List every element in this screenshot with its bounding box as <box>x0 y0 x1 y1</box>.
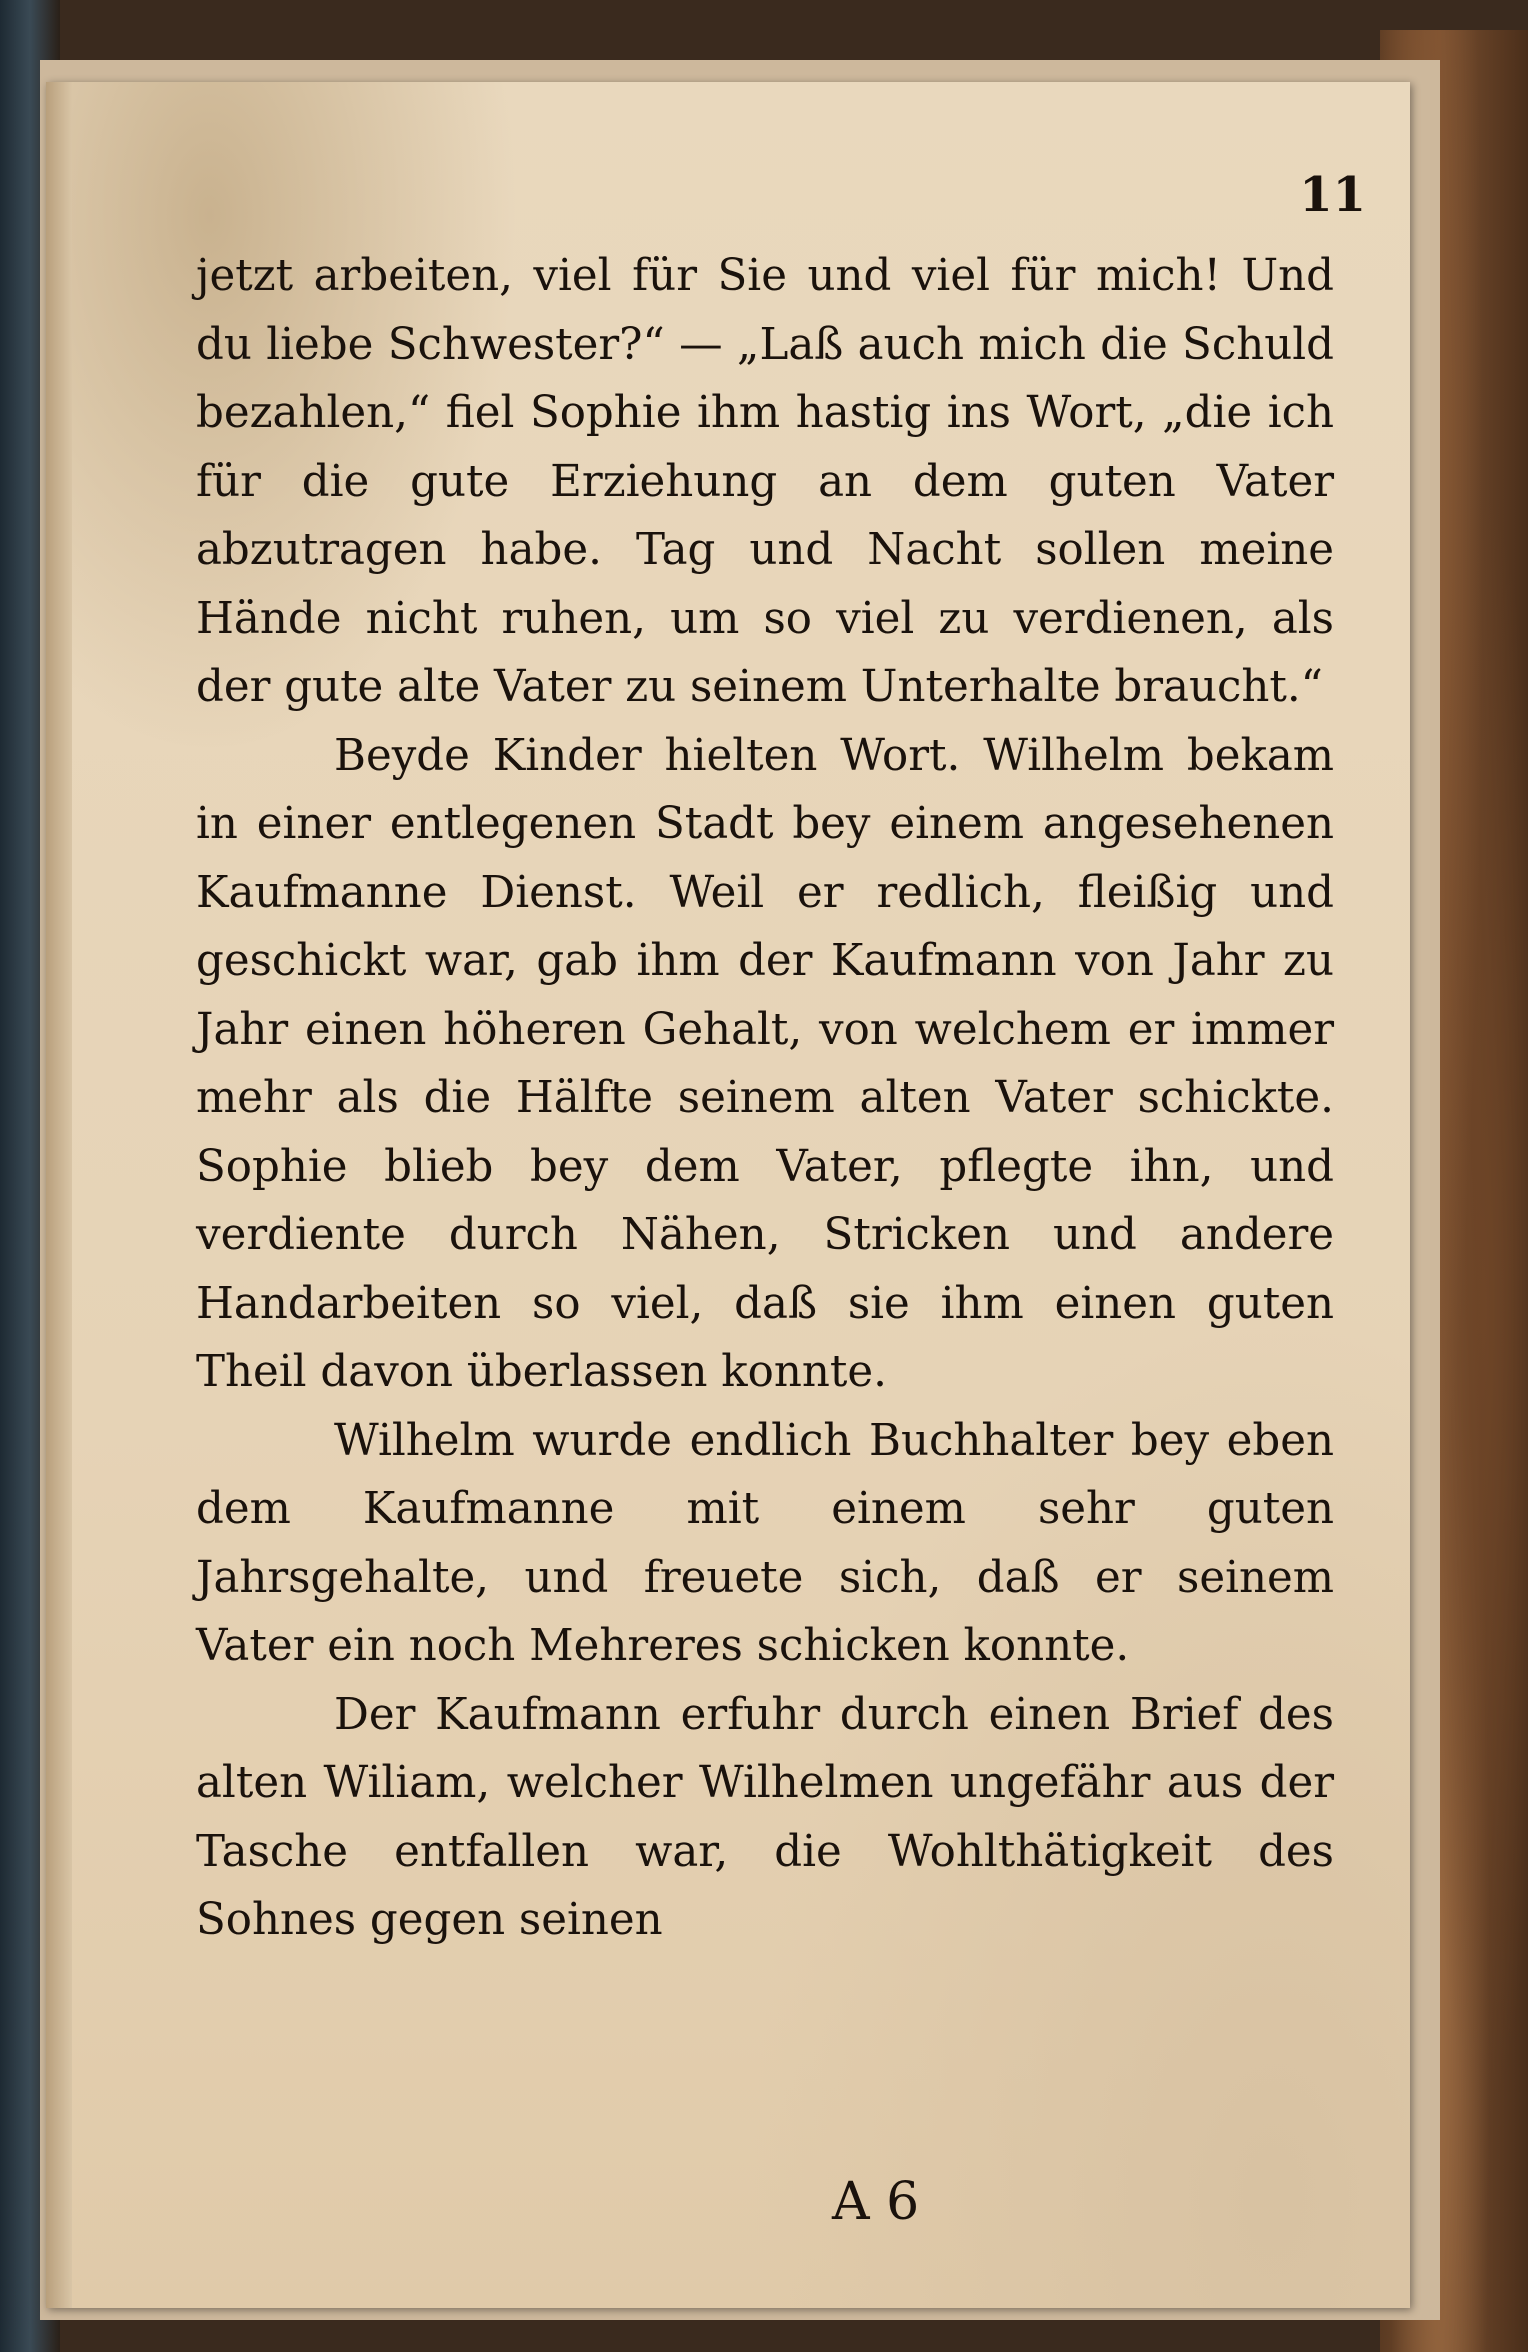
page-body <box>196 242 1334 1955</box>
paragraph-2: Beyde Kinder hielten Wort. Wilhelm bekam in einer entlegenen Stadt bey einem angesehenen Kaufmanne Dienst. Weil er redlich, fleißig und geschickt war, gab ihm der Kaufmann von Jahr zu Jahr einen höheren Gehalt, von welchem er immer mehr als die Hälfte seinem alten Vater schickte. Sophie blieb bey dem Vater, pflegte ihn, und verdiente durch Nähen, Stricken und andere Handarbeiten so viel, daß sie ihm einen guten Theil davon überlassen konnte. <box>196 730 1334 1397</box>
page-gutter <box>46 82 72 2308</box>
signature-mark: A 6 <box>832 2172 920 2232</box>
paragraph-1: jetzt arbeiten, viel für Sie und viel für mich! Und du liebe Schwester?“ — „Laß auch mich die Schuld bezahlen,“ fiel Sophie ihm hastig ins Wort, „die ich für die gute Erziehung an dem guten Vater abzutragen habe. Tag und Nacht sollen meine Hände nicht ruhen, um so viel zu verdienen, als der gute alte Vater zu seinem Unterhalte braucht.“ <box>196 251 1334 712</box>
book-page <box>46 82 1410 2308</box>
paragraph-4: Der Kaufmann erfuhr durch einen Brief des alten Wiliam, welcher Wilhelmen ungefähr aus der Tasche entfallen war, die Wohlthätigkeit des Sohnes gegen seinen <box>196 1689 1334 1945</box>
paragraph-3: Wilhelm wurde endlich Buchhalter bey eben dem Kaufmanne mit einem sehr guten Jahrsgehalte, und freuete sich, daß er seinem Vater ein noch Mehreres schicken konnte. <box>196 1415 1334 1671</box>
page-number: 11 <box>1299 167 1366 223</box>
